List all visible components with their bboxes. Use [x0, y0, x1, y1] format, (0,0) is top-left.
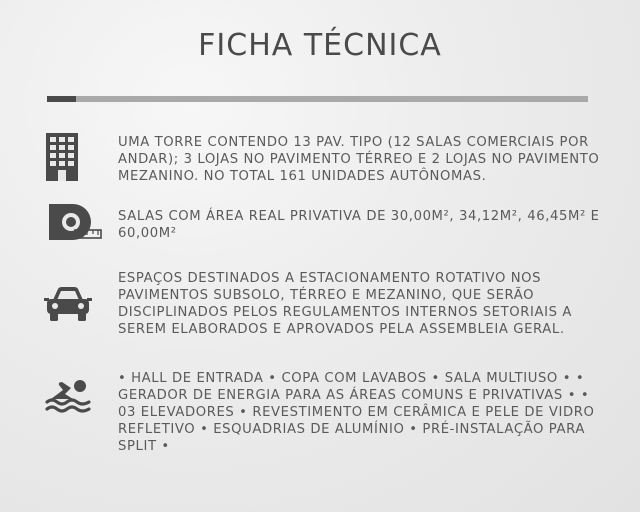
car-icon — [44, 284, 92, 324]
item-torre-text: UMA TORRE CONTENDO 13 PAV. TIPO (12 SALAS COMERCIAIS POR ANDAR); 3 LOJAS NO PAVIMENTO TÉRREO E 2 LOJAS NO PAVIMENTO MEZANINO. NO TOTAL 161 UNIDADES AUTÔNOMAS. — [118, 135, 600, 184]
title-divider — [47, 96, 588, 102]
item-salas-text: SALAS COM ÁREA REAL PRIVATIVA DE 30,00M², 34,12M², 46,45M² E 60,00M² — [118, 209, 600, 241]
tape-measure-icon — [45, 200, 103, 244]
item-estacionamento-text: ESPAÇOS DESTINADOS A ESTACIONAMENTO ROTATIVO NOS PAVIMENTOS SUBSOLO, TÉRREO E MEZANINO, QUE SERÃO DISCIPLINADOS PELOS REGULAMENTOS INTERNOS SETORIAIS A SEREM ELABORADOS E APROVADOS PELA ASSEMBLEIA GERAL. — [118, 271, 572, 337]
page-title: FICHA TÉCNICA — [198, 28, 442, 63]
divider-accent — [47, 96, 76, 102]
building-icon — [46, 133, 78, 181]
item-areas-comuns-text: • HALL DE ENTRADA • COPA COM LAVABOS • SALA MULTIUSO • • GERADOR DE ENERGIA PARA AS ÁREAS COMUNS E PRIVATIVAS • • 03 ELEVADORES • REVESTIMENTO EM CERÂMICA E PELE DE VIDRO REFLETIVO • ESQUADRIAS DE ALUMÍNIO • PRÉ-INSTALAÇÃO PARA SPLIT • — [118, 371, 595, 454]
swimmer-icon — [45, 377, 91, 413]
